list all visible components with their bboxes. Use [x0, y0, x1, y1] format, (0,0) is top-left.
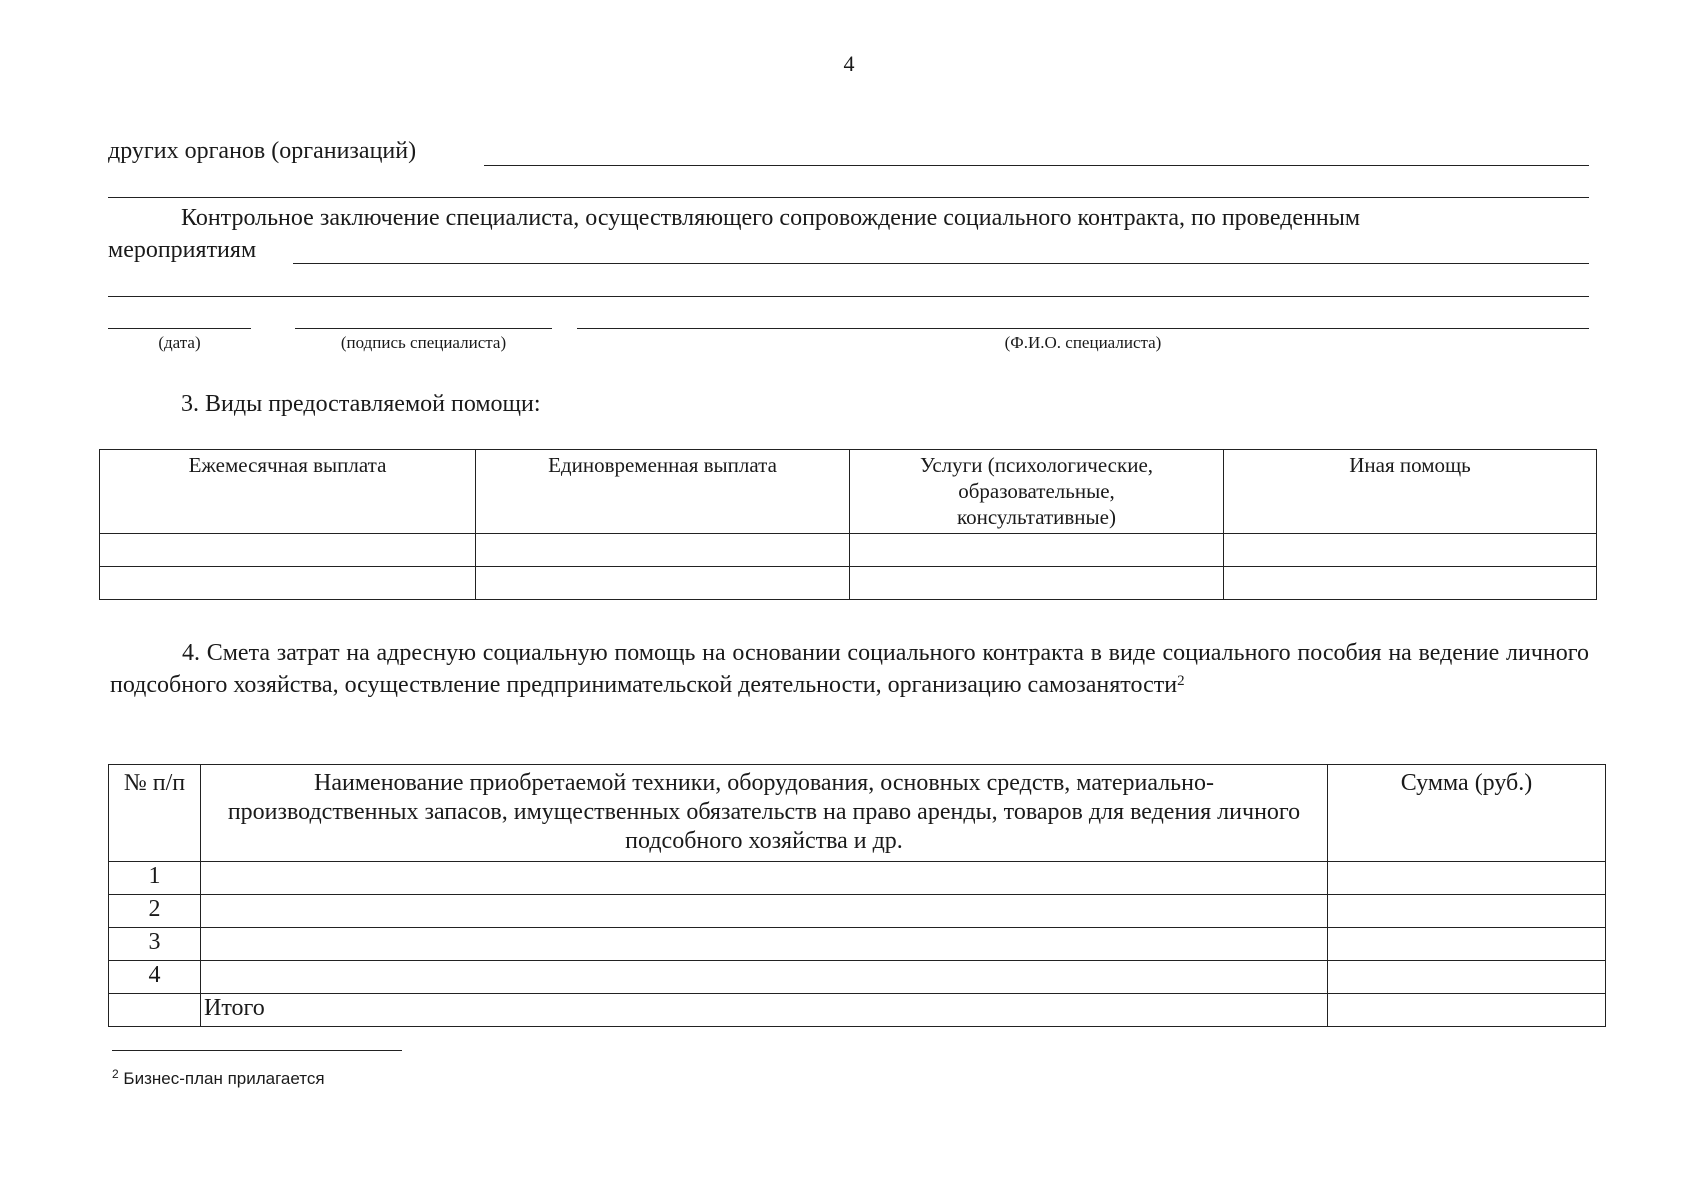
- sum-cell[interactable]: [1328, 862, 1606, 895]
- item-name-cell[interactable]: [201, 862, 1328, 895]
- control-conclusion-text-2: мероприятиям: [108, 237, 257, 263]
- total-label: Итого: [201, 994, 1328, 1027]
- fio-caption: (Ф.И.О. специалиста): [1004, 333, 1162, 352]
- footnote-separator: [112, 1050, 402, 1051]
- date-caption: (дата): [158, 333, 201, 352]
- help-cell[interactable]: [850, 534, 1224, 567]
- total-sum-cell[interactable]: [1328, 994, 1606, 1027]
- col-item-name: Наименование приобретаемой техники, оборудования, основных средств, материально-производственных запасов, имущественных обязательств на право аренды, товаров для ведения личного подсобного хозяйства и др.: [201, 765, 1328, 862]
- section3-heading: 3. Виды предоставляемой помощи:: [181, 391, 541, 417]
- item-name-cell[interactable]: [201, 895, 1328, 928]
- item-name-cell[interactable]: [201, 928, 1328, 961]
- row-number: 2: [109, 895, 201, 928]
- signature-caption: (подпись специалиста): [340, 333, 507, 352]
- date-line: [108, 328, 251, 329]
- cost-table-row: [109, 961, 1606, 994]
- conclusion-fill-line-2: [108, 296, 1589, 297]
- help-table-row: [100, 567, 1597, 600]
- footnote-text: Бизнес-план прилагается: [123, 1069, 325, 1088]
- other-organs-fill-line-2: [108, 197, 1589, 198]
- control-conclusion-text: Контрольное заключение специалиста, осуществляющего сопровождение социального контракта, по проведенным: [181, 205, 1361, 231]
- cost-table-row: [109, 895, 1606, 928]
- col-monthly-payment: Ежемесячная выплата: [100, 450, 476, 534]
- col-services: Услуги (психологические, образовательные, консультативные): [850, 450, 1224, 534]
- footnote-marker: 2: [112, 1067, 119, 1081]
- help-table-header-row: [100, 450, 1597, 534]
- footnote: [112, 1069, 325, 1089]
- help-table-row: [100, 534, 1597, 567]
- help-cell[interactable]: [850, 567, 1224, 600]
- cost-table-row: [109, 928, 1606, 961]
- row-number: 4: [109, 961, 201, 994]
- signature-line: [295, 328, 552, 329]
- cost-table-row: [109, 862, 1606, 895]
- conclusion-fill-line: [293, 263, 1589, 264]
- footnote-ref: 2: [1177, 673, 1185, 689]
- row-number: 1: [109, 862, 201, 895]
- help-cell[interactable]: [100, 534, 476, 567]
- total-number-cell: [109, 994, 201, 1027]
- fio-line: [577, 328, 1589, 329]
- sum-cell[interactable]: [1328, 895, 1606, 928]
- cost-estimate-table: [108, 764, 1606, 1027]
- col-sum: Сумма (руб.): [1328, 765, 1606, 862]
- other-organs-fill-line: [484, 165, 1589, 166]
- item-name-cell[interactable]: [201, 961, 1328, 994]
- help-cell[interactable]: [1224, 567, 1597, 600]
- col-one-time-payment: Единовременная выплата: [476, 450, 850, 534]
- sum-cell[interactable]: [1328, 928, 1606, 961]
- cost-table-header-row: [109, 765, 1606, 862]
- other-organs-label: других органов (организаций): [108, 138, 417, 164]
- col-number: № п/п: [109, 765, 201, 862]
- help-cell[interactable]: [1224, 534, 1597, 567]
- help-cell[interactable]: [100, 567, 476, 600]
- cost-table-total-row: [109, 994, 1606, 1027]
- section4-heading: 4. Смета затрат на адресную социальную помощь на основании социального контракта в виде социального пособия на ведение личного подсобного хозяйства, осуществление предпринимательской деятельности, организацию самозанятости$^2$: [110, 640, 1589, 698]
- row-number: 3: [109, 928, 201, 961]
- page-number: 4: [843, 51, 855, 76]
- col-other-help: Иная помощь: [1224, 450, 1597, 534]
- help-cell[interactable]: [476, 567, 850, 600]
- sum-cell[interactable]: [1328, 961, 1606, 994]
- help-cell[interactable]: [476, 534, 850, 567]
- help-types-table: [99, 449, 1597, 600]
